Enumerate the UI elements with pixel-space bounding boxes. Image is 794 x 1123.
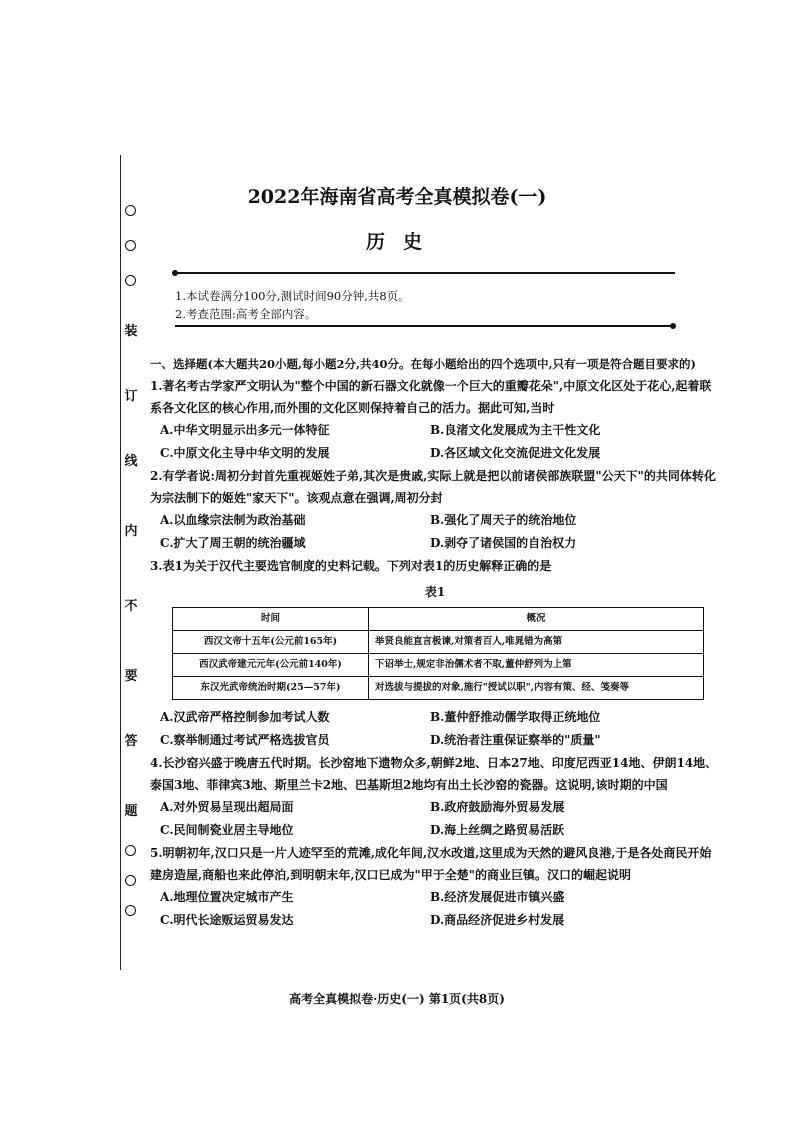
question [150, 555, 720, 752]
exam-notes [175, 287, 410, 323]
table-header: 概况 [369, 608, 704, 631]
table-cell: 举贤良能直言极谏,对策者百人,唯晁错为高第 [369, 631, 704, 654]
question [150, 752, 720, 842]
option: C.扩大了周王朝的统治疆域 [160, 536, 306, 550]
question [150, 375, 720, 465]
option: A.中华文明显示出多元一体特征 [160, 423, 330, 437]
option: D.各区域文化交流促进文化发展 [430, 446, 601, 460]
margin-char: 订 [124, 389, 138, 404]
option: D.统治者注重保证察举的"质量" [430, 733, 601, 747]
note-item: 2.考查范围:高考全部内容。 [175, 307, 317, 321]
margin-char: 不 [124, 599, 138, 614]
question-list [150, 353, 720, 932]
option: C.明代长途贩运贸易发达 [160, 913, 294, 927]
option: C.察举制通过考试严格选拔官员 [160, 733, 330, 747]
option: B.经济发展促进市镇兴盛 [430, 890, 565, 904]
option: C.中原文化主导中华文明的发展 [160, 446, 330, 460]
option: C.民间制瓷业居主导地位 [160, 823, 294, 837]
hole-circle-icon [125, 875, 136, 886]
question-stem: 4.长沙窑兴盛于晚唐五代时期。长沙窑地下遗物众多,朝鲜2地、日本27地、印度尼西亚14地、伊朗14地、泰国3地、菲律宾3地、斯里兰卡2地、巴基斯坦2地均有出土长沙窑的瓷器。这说明,该时期的中国 [150, 756, 718, 792]
note-item: 1.本试卷满分100分,测试时间90分钟,共8页。 [175, 289, 410, 303]
question-stem: 5.明朝初年,汉口只是一片人迹罕至的荒滩,成化年间,汉水改道,这里成为天然的避风良港,于是各处商民开始建房造屋,商船也来此停泊,到明朝末年,汉口已成为"甲于全楚"的商业巨镇。汉口的崛起说明 [150, 846, 712, 882]
margin-char: 题 [124, 804, 138, 819]
margin-char: 答 [124, 734, 138, 749]
option: B.政府鼓励海外贸易发展 [430, 800, 565, 814]
table-row [173, 654, 704, 677]
top-rule [175, 272, 675, 274]
option: A.对外贸易呈现出超局面 [160, 800, 294, 814]
option-grid [150, 419, 720, 465]
history-table [172, 607, 704, 700]
bottom-rule [175, 325, 672, 327]
table-cell: 对选拔与提拔的对象,施行"授试以职",内容有策、经、笺奏等 [369, 677, 704, 700]
option-grid [150, 796, 720, 842]
option: D.剥夺了诸侯国的自治权力 [430, 536, 577, 550]
option-grid [150, 509, 720, 555]
binding-line [120, 155, 121, 970]
question [150, 842, 720, 932]
option: B.董仲舒推动儒学取得正统地位 [430, 710, 601, 724]
option: A.汉武帝严格控制参加考试人数 [160, 710, 330, 724]
hole-circle-icon [125, 845, 136, 856]
question-stem: 3.表1为关于汉代主要选官制度的史料记载。下列对表1的历史解释正确的是 [150, 559, 552, 573]
question-stem: 1.著名考古学家严文明认为"整个中国的新石器文化就像一个巨大的重瓣花朵",中原文化区处于花心,起着联系各文化区的核心作用,而外围的文化区则保持着自己的活力。据此可知,当时 [150, 379, 712, 415]
exam-title: 2022年海南省高考全真模拟卷(一) [247, 186, 547, 208]
table-row [173, 631, 704, 654]
table-title: 表1 [424, 585, 446, 599]
hole-circle-icon [125, 905, 136, 916]
option-grid [150, 886, 720, 932]
page-footer: 高考全真模拟卷·历史(一) 第1页(共8页) [289, 992, 505, 1006]
option: A.地理位置决定城市产生 [160, 890, 294, 904]
table-cell: 西汉武帝建元元年(公元前140年) [173, 654, 369, 677]
option: D.海上丝绸之路贸易活跃 [430, 823, 565, 837]
option: D.商品经济促进乡村发展 [430, 913, 565, 927]
margin-char: 内 [124, 524, 138, 539]
question [150, 465, 720, 555]
table-header: 时间 [173, 608, 369, 631]
table-row [173, 677, 704, 700]
option-grid [150, 706, 720, 752]
option: B.强化了周天子的统治地位 [430, 513, 577, 527]
option: A.以血缘宗法制为政治基础 [160, 513, 306, 527]
table-cell: 西汉文帝十五年(公元前165年) [173, 631, 369, 654]
question-stem: 2.有学者说:周初分封首先重视姬姓子弟,其次是贵戚,实际上就是把以前诸侯部族联盟"公天下"的共同体转化为宗法制下的姬姓"家天下"。该观点意在强调,周初分封 [150, 469, 716, 505]
margin-char: 线 [124, 454, 138, 469]
option: B.良渚文化发展成为主干性文化 [430, 423, 601, 437]
margin-char: 装 [124, 324, 138, 339]
section-heading: 一、选择题(本大题共20小题,每小题2分,共40分。在每小题给出的四个选项中,只有一项是符合题目要求的) [150, 357, 696, 371]
table-header-row [173, 608, 704, 631]
exam-subject: 历史 [365, 231, 440, 253]
margin-char: 要 [124, 669, 138, 684]
table-cell: 东汉光武帝统治时期(25—57年) [173, 677, 369, 700]
rule-dot [670, 323, 676, 329]
table-cell: 下诏举士,规定非治儒术者不取,董仲舒列为上第 [369, 654, 704, 677]
hole-circle-icon [125, 275, 136, 286]
